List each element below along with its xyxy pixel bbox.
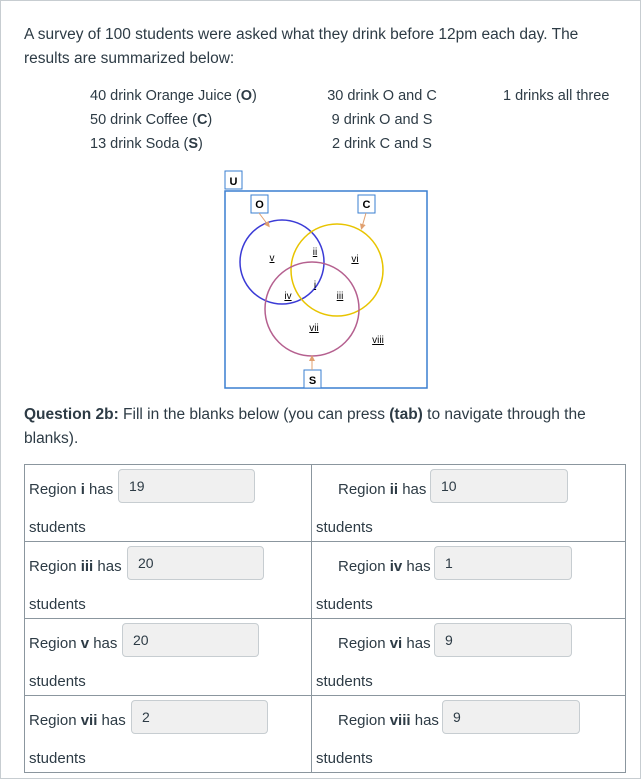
region-iii-input[interactable]: 20: [127, 546, 264, 580]
fact-orange-juice: 40 drink Orange Juice (O): [90, 88, 257, 104]
unit-label: students: [29, 596, 86, 613]
unit-label: students: [316, 596, 373, 613]
set-label-o: O: [255, 199, 264, 211]
answer-cell-vi: [312, 619, 626, 696]
region-v-input[interactable]: 20: [122, 623, 259, 657]
table-row: [25, 465, 626, 542]
region-viii-input[interactable]: 9: [442, 700, 580, 734]
answer-cell-iv: [312, 542, 626, 619]
region-vi-input[interactable]: 9: [434, 623, 572, 657]
region-iv-input[interactable]: 1: [434, 546, 572, 580]
answer-table: [24, 464, 626, 773]
region-prompt: Region viii has: [338, 712, 439, 729]
fact-soda: 13 drink Soda (S): [90, 136, 203, 152]
region-prompt: Region vii has: [29, 712, 126, 729]
answer-cell-i: [25, 465, 312, 542]
fact-c-and-s: 2 drink C and S: [332, 136, 432, 152]
table-row: [25, 542, 626, 619]
unit-label: students: [29, 519, 86, 536]
region-prompt: Region iv has: [338, 558, 431, 575]
unit-label: students: [316, 750, 373, 767]
region-ii-input[interactable]: 10: [430, 469, 568, 503]
set-label-s: S: [308, 375, 317, 387]
answer-cell-iii: [25, 542, 312, 619]
answer-cell-ii: [312, 465, 626, 542]
unit-label: students: [29, 673, 86, 690]
region-label-vii: vii: [309, 323, 319, 334]
answer-cell-vii: [25, 696, 312, 773]
unit-label: students: [29, 750, 86, 767]
region-label-iii: iii: [336, 291, 344, 302]
region-prompt: Region i has: [29, 481, 114, 498]
region-prompt: Region iii has: [29, 558, 122, 575]
region-label-i: i: [313, 280, 317, 291]
tab-key-hint: (tab): [389, 406, 423, 423]
region-i-input[interactable]: 19: [118, 469, 255, 503]
region-label-ii: ii: [312, 247, 318, 258]
question-text-pre: Fill in the blanks below (you can press: [118, 406, 390, 423]
universe-box: [225, 191, 427, 388]
set-label-c: C: [362, 199, 371, 211]
arrow-c: [362, 213, 366, 227]
region-prompt: Region vi has: [338, 635, 431, 652]
table-row: [25, 619, 626, 696]
question-title: Question 2b:: [24, 406, 119, 423]
region-label-vi: vi: [351, 254, 359, 265]
region-label-viii: viii: [372, 335, 384, 346]
table-row: [25, 696, 626, 773]
survey-intro: A survey of 100 students were asked what they drink before 12pm each day. The results are summarized below:: [24, 26, 579, 67]
region-label-iv: iv: [284, 291, 292, 302]
region-prompt: Region ii has: [338, 481, 427, 498]
region-label-v: v: [269, 253, 275, 264]
answer-cell-viii: [312, 696, 626, 773]
region-vii-input[interactable]: 2: [131, 700, 268, 734]
answer-cell-v: [25, 619, 312, 696]
arrow-o: [259, 213, 268, 225]
fact-all-three: 1 drinks all three: [503, 88, 610, 104]
unit-label: students: [316, 673, 373, 690]
fact-o-and-c: 30 drink O and C: [327, 88, 437, 104]
unit-label: students: [316, 519, 373, 536]
region-prompt: Region v has: [29, 635, 118, 652]
question-text-post: to navigate through the blanks).: [24, 406, 586, 447]
universe-label: U: [229, 176, 238, 188]
fact-coffee: 50 drink Coffee (C): [90, 112, 213, 128]
question-prompt: [24, 403, 624, 451]
fact-o-and-s: 9 drink O and S: [331, 112, 433, 128]
